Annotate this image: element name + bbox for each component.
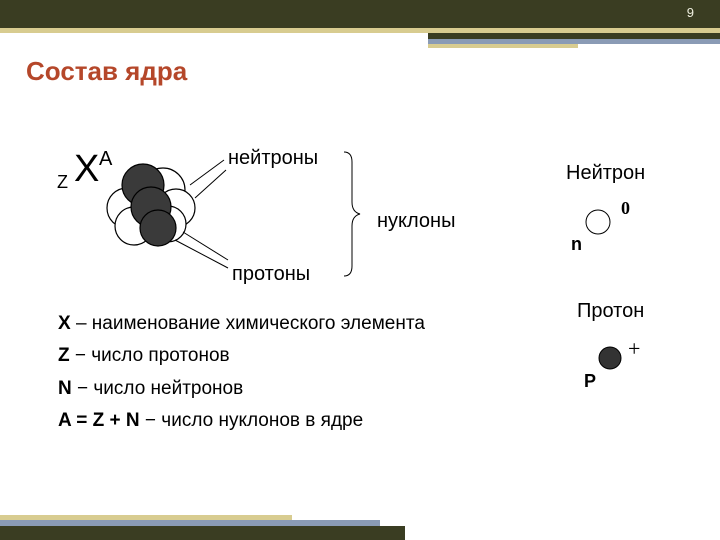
pointer-line [175, 240, 228, 268]
pointer-line [195, 170, 226, 198]
definition-text: − число протонов [69, 345, 230, 366]
definition-line [58, 410, 363, 432]
proton-title: Протон [577, 300, 645, 322]
nuclide-superscript: A [99, 148, 113, 170]
proton-particle [599, 347, 621, 369]
neutron-title: Нейтрон [566, 162, 646, 184]
definition-term: X [58, 313, 71, 334]
neutron-symbol: n [571, 234, 582, 254]
definition-text: − число нуклонов в ядре [139, 410, 364, 431]
neutrons-label: нейтроны [228, 147, 319, 169]
definition-term: Z [58, 345, 70, 366]
proton-symbol: P [584, 371, 597, 391]
definition-line [58, 345, 230, 367]
pointer-line [190, 160, 224, 185]
nuclide-subscript: Z [57, 172, 68, 192]
protons-label: протоны [232, 263, 311, 285]
neutron-particle [586, 210, 610, 234]
definition-term: N [58, 378, 72, 399]
page-number: 9 [686, 5, 694, 20]
nucleons-label: нуклоны [377, 210, 456, 232]
nuclide-symbol: X [74, 148, 100, 190]
definition-line [58, 313, 425, 335]
nucleon-proton [140, 210, 176, 246]
definition-term: A = Z + N [58, 410, 140, 431]
definition-text: – наименование химического элемента [70, 313, 425, 334]
proton-charge: + [628, 336, 641, 361]
slide-title: Состав ядра [26, 56, 188, 86]
definition-text: − число нейтронов [71, 378, 244, 399]
definition-line [58, 378, 243, 400]
neutron-charge: 0 [621, 198, 630, 218]
nucleons-brace [344, 152, 360, 276]
